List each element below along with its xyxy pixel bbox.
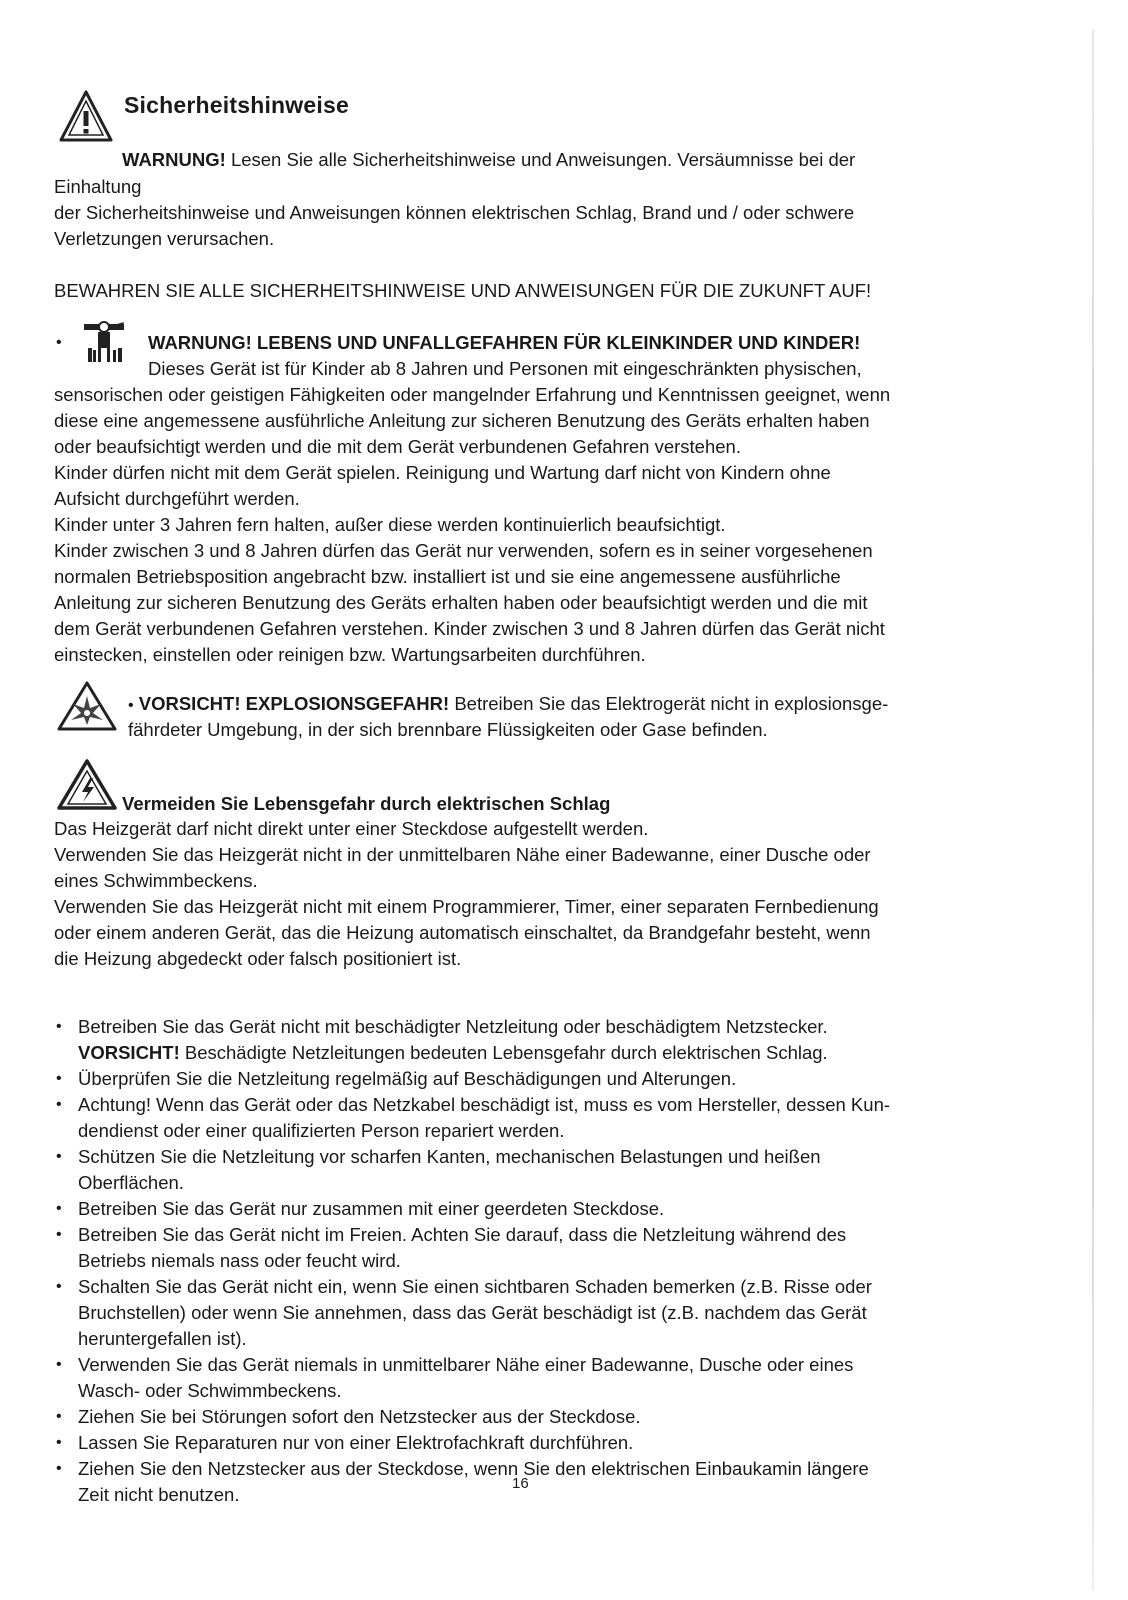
electric-heading: Vermeiden Sie Lebensgefahr durch elektrischen Schlag [122, 793, 611, 814]
electric-line-4: Verwenden Sie das Heizgerät nicht mit einem Programmierer, Timer, einer separaten Fernbedienung [54, 896, 879, 917]
page-number: 16 [512, 1475, 529, 1492]
electric-line-1: Das Heizgerät darf nicht direkt unter einer Steckdose aufgestellt werden. [54, 818, 649, 839]
children-heading: WARNUNG! LEBENS UND UNFALLGEFAHREN FÜR KLEINKINDER UND KINDER! [148, 332, 861, 353]
electric-line-5: oder einem anderen Gerät, das die Heizung automatisch einschaltet, da Brandgefahr besteht, wenn [54, 922, 871, 943]
children-line-3: diese eine angemessene ausführliche Anleitung zur sicheren Benutzung des Geräts erhalten haben [54, 410, 870, 431]
explosion-hazard-icon [56, 680, 118, 732]
children-line-6: Aufsicht durchgeführt werden. [54, 488, 300, 509]
explosion-label: VORSICHT! EXPLOSIONSGEFAHR! [138, 693, 450, 714]
children-line-2: sensorischen oder geistigen Fähigkeiten oder mangelnder Erfahrung und Kenntnissen geeignet, wenn [54, 384, 891, 405]
children-line-8: Kinder zwischen 3 und 8 Jahren dürfen das Gerät nur verwenden, sofern es in seiner vorgesehenen [54, 540, 873, 561]
children-line-7: Kinder unter 3 Jahren fern halten, außer diese werden kontinuierlich beaufsichtigt. [54, 514, 726, 535]
children-line-1: Dieses Gerät ist für Kinder ab 8 Jahren und Personen mit eingeschränkten physischen, [148, 358, 862, 379]
children-line-4: oder beaufsichtigt werden und die mit dem Gerät verbundenen Gefahren verstehen. [54, 436, 741, 457]
warning-triangle-icon [58, 88, 114, 146]
keep-instructions-notice: BEWAHREN SIE ALLE SICHERHEITSHINWEISE UND ANWEISUNGEN FÜR DIE ZUKUNFT AUF! [54, 280, 872, 301]
safety-bullet-list [54, 1014, 1064, 1508]
list-item: • Ziehen Sie den Netzstecker aus der Steckdose, wenn Sie den elektrischen Einbaukamin längere Zeit nicht benutzen. [54, 1456, 1064, 1508]
list-item: • Ziehen Sie bei Störungen sofort den Netzstecker aus der Steckdose. [54, 1404, 1064, 1430]
children-bullet: • [56, 334, 62, 351]
explosion-text: Betreiben Sie das Elektrogerät nicht in explosionsge- [454, 693, 889, 714]
electric-line-3: eines Schwimmbeckens. [54, 870, 258, 891]
warning-intro-line1 [122, 147, 855, 173]
warning-intro-line3: der Sicherheitshinweise und Anweisungen können elektrischen Schlag, Brand und / oder schwere [54, 202, 855, 223]
child-hazard-icon [80, 318, 130, 366]
list-item: • Betreiben Sie das Gerät nur zusammen mit einer geerdeten Steckdose. [54, 1196, 1064, 1222]
warning-intro-line2: Einhaltung [54, 176, 142, 197]
list-item: • Betreiben Sie das Gerät nicht im Freien. Achten Sie darauf, dass die Netzleitung während des Betriebs niemals nass oder feucht wird. [54, 1222, 1064, 1274]
children-line-9: normalen Betriebsposition angebracht bzw. installiert ist und sie eine angemessene ausführliche [54, 566, 841, 587]
explosion-line2: fährdeter Umgebung, in der sich brennbare Flüssigkeiten oder Gase befinden. [128, 719, 768, 740]
warning-text: Lesen Sie alle Sicherheitshinweise und Anweisungen. Versäumnisse bei der [230, 149, 856, 170]
list-item: • Überprüfen Sie die Netzleitung regelmäßig auf Beschädigungen und Alterungen. [54, 1066, 1064, 1092]
list-item: • Lassen Sie Reparaturen nur von einer Elektrofachkraft durchführen. [54, 1430, 1064, 1456]
children-line-5: Kinder dürfen nicht mit dem Gerät spielen. Reinigung und Wartung darf nicht von Kindern ohne [54, 462, 831, 483]
list-item: • Verwenden Sie das Gerät niemals in unmittelbarer Nähe einer Badewanne, Dusche oder eines Wasch- oder Schwimmbeckens. [54, 1352, 1064, 1404]
list-item: • Schalten Sie das Gerät nicht ein, wenn Sie einen sichtbaren Schaden bemerken (z.B. Risse oder Bruchstellen) oder wenn Sie annehmen, dass das Gerät beschädigt ist (z.B. nachdem das Gerät heruntergefallen ist). [54, 1274, 1064, 1352]
page-title: Sicherheitshinweise [124, 92, 349, 118]
caution-label: VORSICHT! [78, 1042, 180, 1063]
warning-label: WARNUNG! [122, 149, 226, 170]
children-line-11: dem Gerät verbundenen Gefahren verstehen. Kinder zwischen 3 und 8 Jahren dürfen das Gerät nicht [54, 618, 885, 639]
list-item: • Achtung! Wenn das Gerät oder das Netzkabel beschädigt ist, muss es vom Hersteller, dessen Kun- dendienst oder einer qualifizierten Person repariert werden. [54, 1092, 1064, 1144]
children-line-12: einstecken, einstellen oder reinigen bzw. Wartungsarbeiten durchführen. [54, 644, 646, 665]
electric-shock-warning-icon [56, 758, 118, 812]
explosion-bullet: • [128, 697, 134, 714]
warning-intro-line4: Verletzungen verursachen. [54, 228, 275, 249]
electric-line-2: Verwenden Sie das Heizgerät nicht in der unmittelbaren Nähe einer Badewanne, einer Dusche oder [54, 844, 871, 865]
explosion-line1 [128, 691, 888, 719]
electric-line-6: die Heizung abgedeckt oder falsch positioniert ist. [54, 948, 462, 969]
children-line-10: Anleitung zur sicheren Benutzung des Geräts erhalten haben oder beaufsichtigt werden und die mit [54, 592, 868, 613]
list-item: • Betreiben Sie das Gerät nicht mit beschädigter Netzleitung oder beschädigtem Netzstecker. VORSICHT! Beschädigte Netzleitungen bedeuten Lebensgefahr durch elektrischen Schlag. [54, 1014, 1064, 1066]
list-item: • Schützen Sie die Netzleitung vor scharfen Kanten, mechanischen Belastungen und heißen Oberflächen. [54, 1144, 1064, 1196]
page-edge-shadow [1092, 30, 1094, 1590]
